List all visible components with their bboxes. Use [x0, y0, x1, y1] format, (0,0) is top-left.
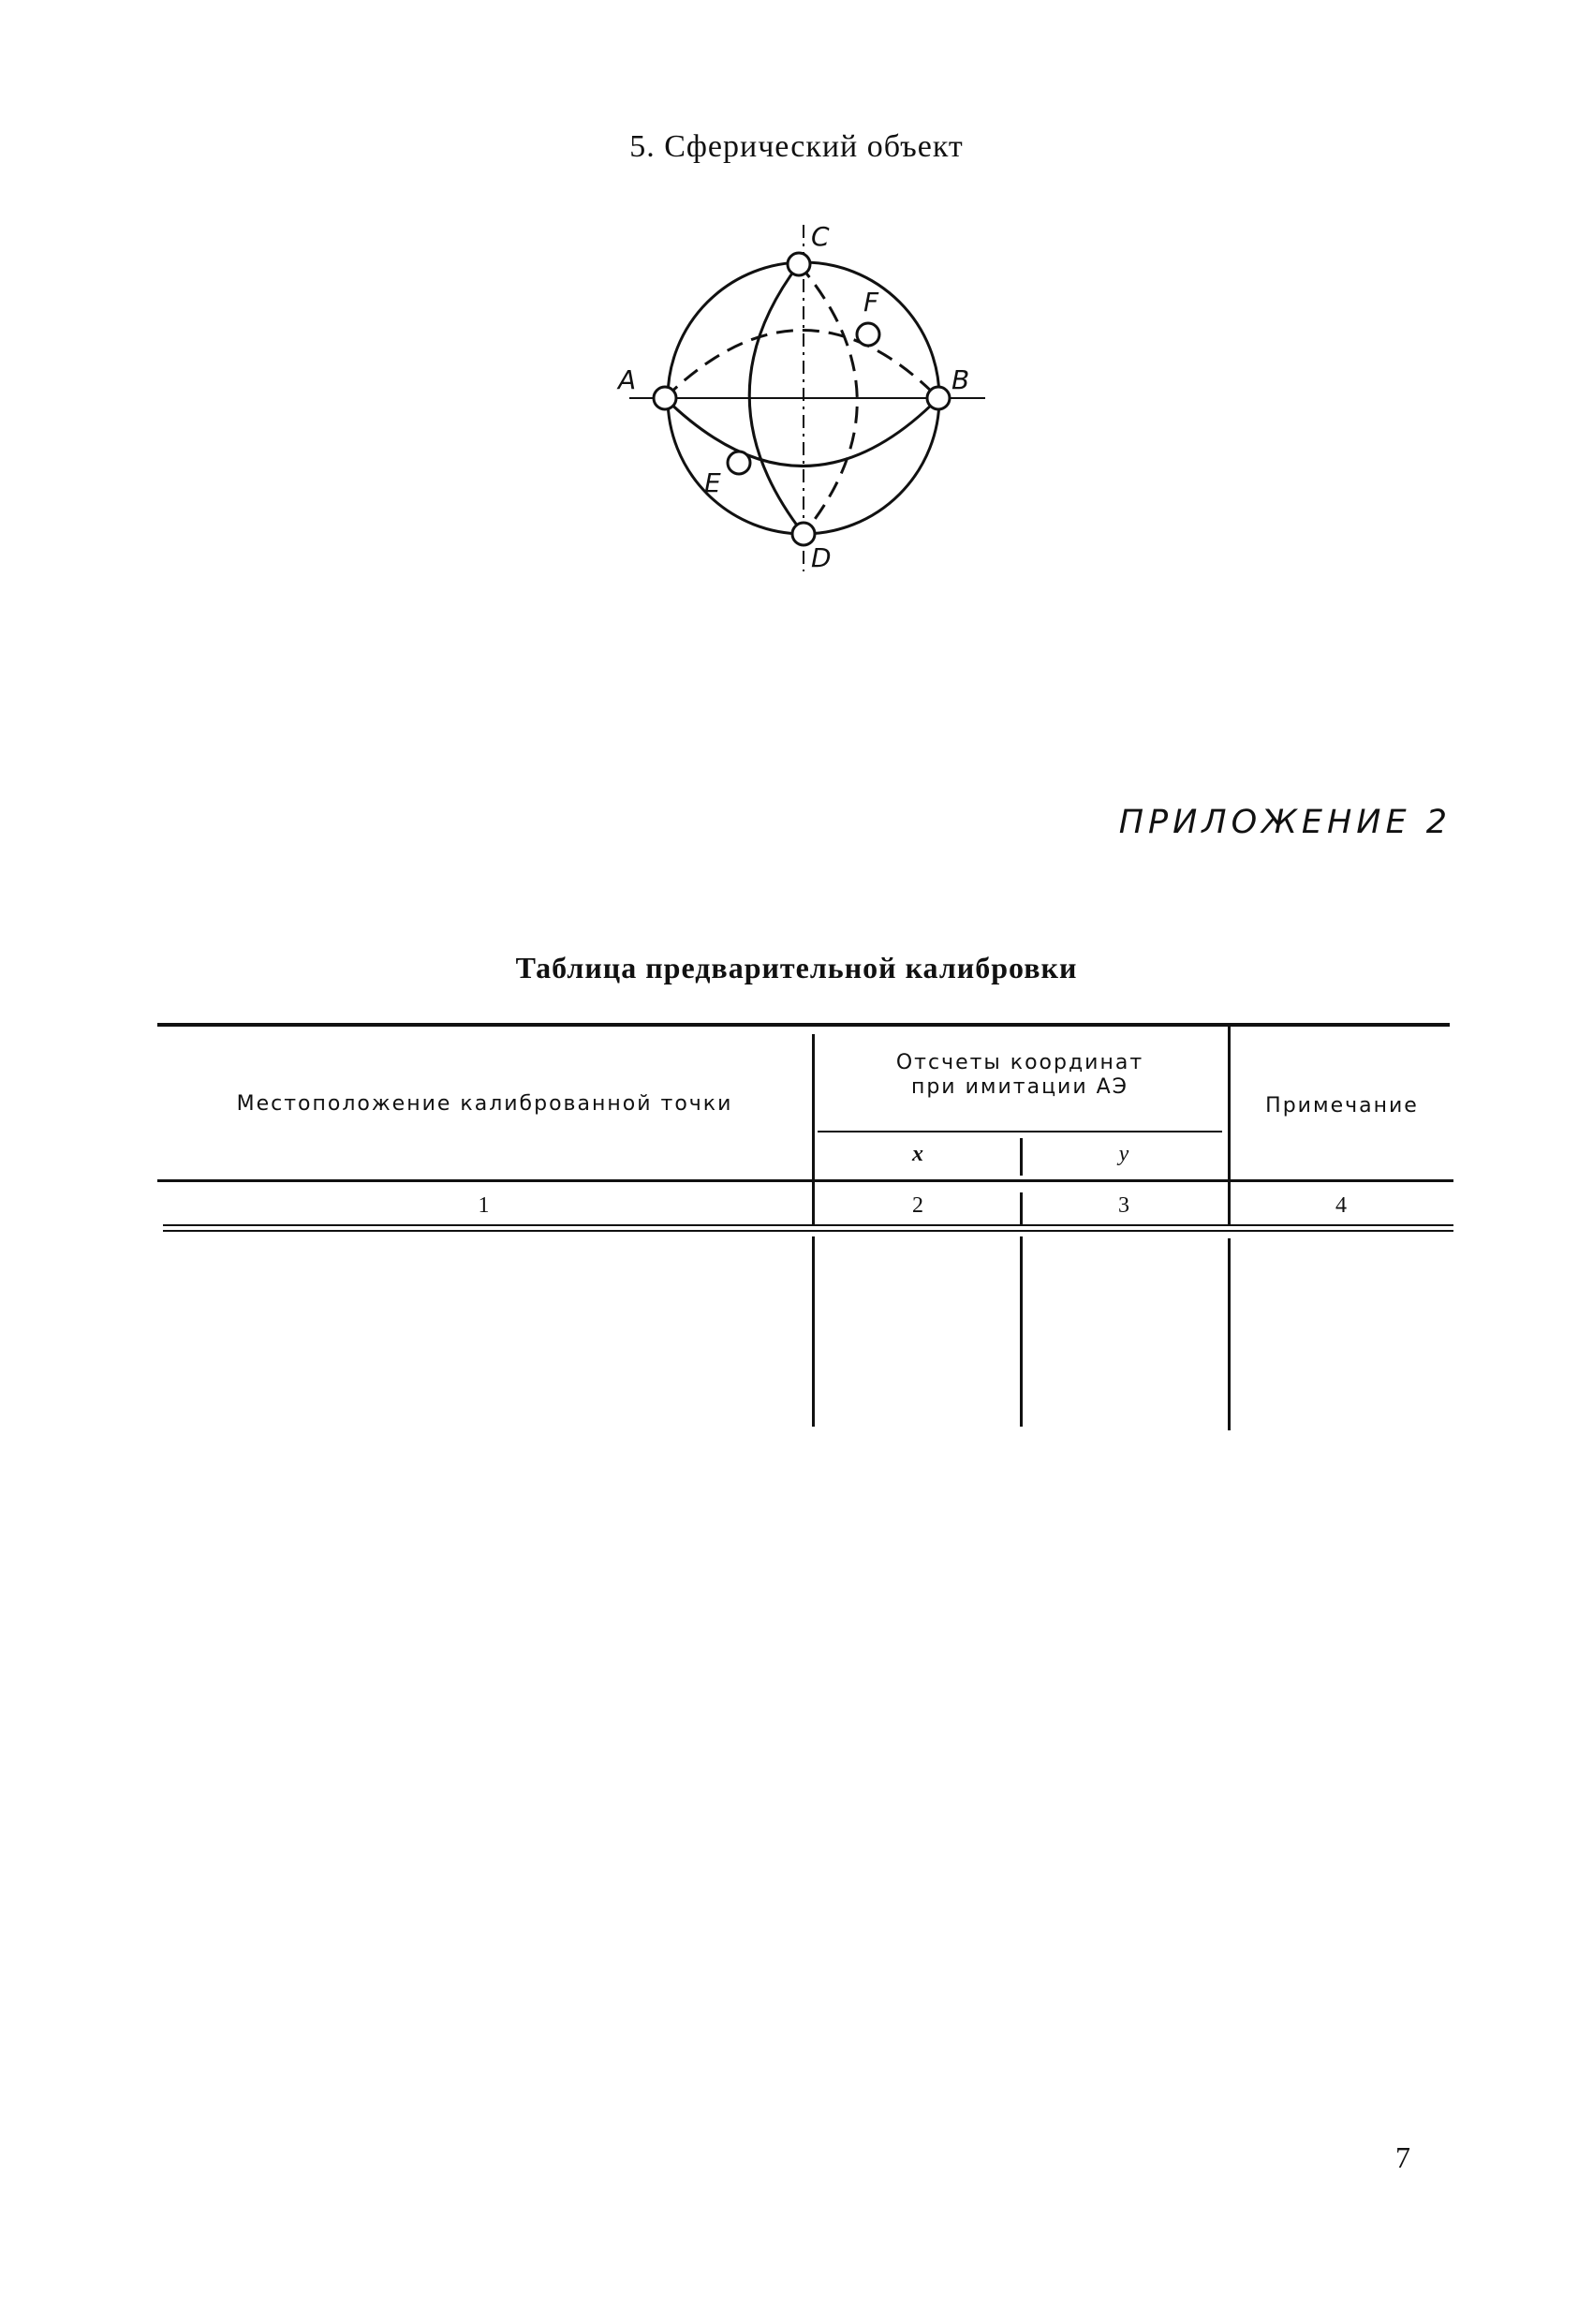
point-c-marker	[788, 253, 810, 275]
readings-subheader-rule	[818, 1131, 1222, 1132]
point-b-marker	[927, 387, 950, 409]
header-location: Местоположение калиброванной точки	[236, 1092, 733, 1116]
point-e-label: E	[704, 467, 721, 498]
spherical-object-diagram	[609, 211, 1002, 576]
column-number-2: 2	[912, 1193, 925, 1218]
point-e-marker	[728, 451, 750, 474]
equator-front	[665, 398, 938, 466]
section-title: 5. Сферический объект	[629, 129, 964, 164]
number-row-rule-2	[163, 1230, 1453, 1232]
col-divider-1-body	[812, 1236, 815, 1427]
number-row-rule-1	[163, 1224, 1453, 1226]
point-f-marker	[857, 323, 879, 346]
point-a-label: A	[618, 364, 637, 395]
point-c-label: C	[811, 221, 830, 252]
header-readings-line2: при имитации АЭ	[910, 1075, 1129, 1099]
header-bottom-rule	[157, 1179, 1453, 1182]
header-note: Примечание	[1265, 1094, 1419, 1118]
header-x: x	[912, 1142, 925, 1166]
header-readings-line1: Отсчеты координат	[895, 1051, 1144, 1074]
page-number: 7	[1395, 2140, 1410, 2174]
table-top-rule	[157, 1023, 1450, 1027]
point-f-label: F	[863, 287, 879, 318]
appendix-label: ПРИЛОЖЕНИЕ 2	[1118, 804, 1452, 841]
col-divider-2-body	[1020, 1236, 1023, 1427]
point-a-marker	[654, 387, 676, 409]
equator-back	[665, 331, 938, 399]
table-title: Таблица предварительной калибровки	[515, 951, 1078, 984]
col-divider-1-header	[812, 1034, 815, 1224]
column-number-4: 4	[1335, 1193, 1349, 1218]
header-y: y	[1118, 1142, 1131, 1166]
point-b-label: B	[951, 364, 970, 395]
column-number-1: 1	[478, 1193, 492, 1218]
column-number-3: 3	[1118, 1193, 1131, 1218]
point-d-label: D	[811, 542, 832, 573]
col-divider-3-body	[1228, 1238, 1231, 1430]
